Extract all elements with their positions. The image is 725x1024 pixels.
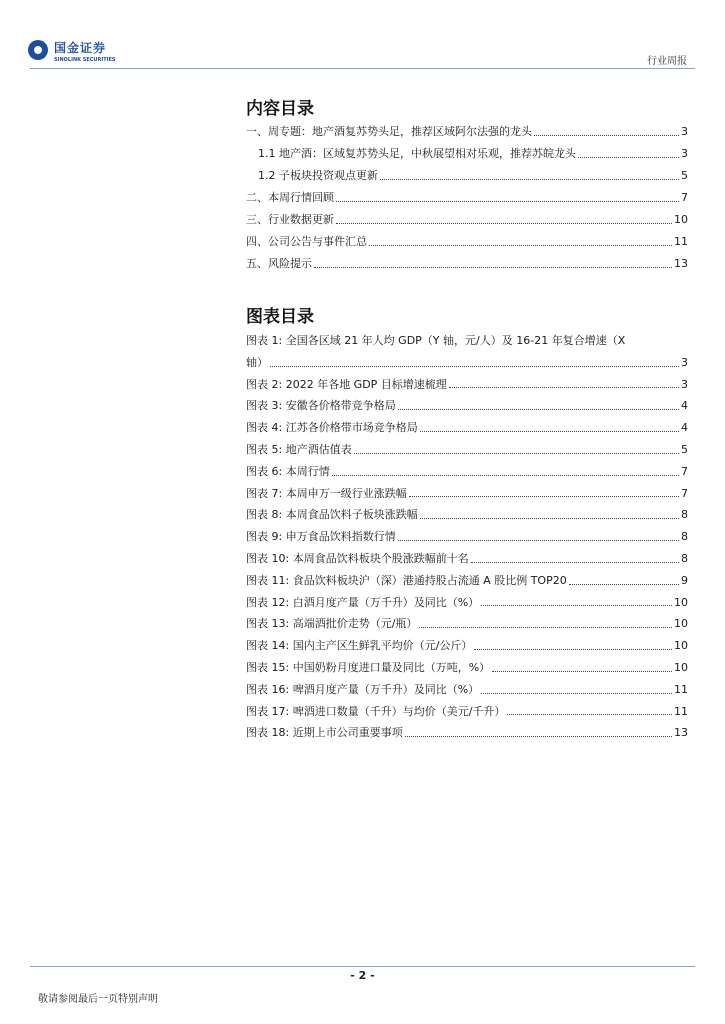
leader-dots xyxy=(380,179,679,180)
toc-entry[interactable] xyxy=(246,187,688,209)
toc-entry-label: 二、本周行情回顾 xyxy=(246,191,334,204)
leader-dots xyxy=(481,693,672,694)
figure-entry-label: 图表 15: 中国奶粉月度进口量及同比（万吨，%） xyxy=(246,660,491,674)
figure-entry-page: 8 xyxy=(681,508,688,522)
leader-dots xyxy=(569,584,679,585)
toc-entry-page: 3 xyxy=(681,125,688,138)
company-logo xyxy=(28,40,138,70)
toc-entry-label: 五、风险提示 xyxy=(246,257,312,270)
toc-entry-label: 1.1 地产酒：区域复苏势头足，中秋展望相对乐观，推荐苏皖龙头 xyxy=(258,147,576,160)
figure-entry-page: 10 xyxy=(674,660,688,674)
toc-entry-page: 5 xyxy=(681,169,688,182)
figure-entry-page: 13 xyxy=(674,726,688,740)
figure-entry[interactable] xyxy=(246,439,688,461)
figure-entry[interactable] xyxy=(246,483,688,505)
toc-entry[interactable] xyxy=(246,253,688,275)
figure-entry-label: 图表 12: 白酒月度产量（万千升）及同比（%） xyxy=(246,595,480,609)
toc-entry-page: 10 xyxy=(674,213,688,226)
page-header xyxy=(0,0,725,70)
leader-dots xyxy=(270,366,679,367)
figure-entry-label: 图表 1: 全国各区域 21 年人均 GDP（Y 轴，元/人）及 16-21 年复合增速（X xyxy=(246,334,626,347)
toc-entry-label: 一、周专题：地产酒复苏势头足，推荐区域阿尔法强的龙头 xyxy=(246,125,532,138)
figure-entry-page: 3 xyxy=(681,355,688,369)
figure-entry-page: 4 xyxy=(681,421,688,435)
toc-entry-label: 三、行业数据更新 xyxy=(246,213,334,226)
figure-entry-page: 3 xyxy=(681,377,688,391)
figure-entry-page: 8 xyxy=(681,530,688,544)
disclaimer-text: 敬请参阅最后一页特别声明 xyxy=(38,994,158,1005)
figure-entry-label: 图表 13: 高端酒批价走势（元/瓶） xyxy=(246,617,418,631)
figure-entry-page: 11 xyxy=(674,704,688,718)
figure-entry[interactable] xyxy=(246,613,688,635)
leader-dots xyxy=(409,496,679,497)
toc-entry-label: 四、公司公告与事件汇总 xyxy=(246,235,367,248)
figure-entry-label: 图表 6: 本周行情 xyxy=(246,464,330,478)
figure-entry-page: 10 xyxy=(674,617,688,631)
leader-dots xyxy=(336,223,672,224)
logo-en-text: SINOLINK SECURITIES xyxy=(54,57,116,63)
leader-dots xyxy=(336,201,679,202)
footer-divider xyxy=(30,966,695,967)
toc-entry[interactable] xyxy=(246,143,688,165)
leader-dots xyxy=(398,409,679,410)
figure-entry[interactable] xyxy=(246,330,688,374)
leader-dots xyxy=(481,605,672,606)
figure-entry-label: 图表 3: 安徽各价格带竞争格局 xyxy=(246,399,396,413)
toc-entry-page: 11 xyxy=(674,235,688,248)
figure-entry-label: 图表 7: 本周申万一级行业涨跌幅 xyxy=(246,486,407,500)
figure-entry[interactable] xyxy=(246,679,688,701)
leader-dots xyxy=(492,671,672,672)
figure-entry[interactable] xyxy=(246,461,688,483)
figure-entry-page: 8 xyxy=(681,551,688,565)
figure-entry-page: 7 xyxy=(681,464,688,478)
figures-list xyxy=(246,330,688,744)
toc-entry[interactable] xyxy=(246,121,688,143)
figure-entry-label: 图表 5: 地产酒估值表 xyxy=(246,442,352,456)
figure-entry-page: 11 xyxy=(674,682,688,696)
logo-icon xyxy=(28,40,48,60)
figure-entry-label: 图表 17: 啤酒进口数量（千升）与均价（美元/千升） xyxy=(246,704,506,718)
toc-entry-page: 13 xyxy=(674,257,688,270)
figure-entry[interactable] xyxy=(246,657,688,679)
leader-dots xyxy=(420,518,679,519)
toc-entry-label: 1.2 子板块投资观点更新 xyxy=(258,169,378,182)
figure-entry[interactable] xyxy=(246,374,688,396)
figure-entry-label: 图表 8: 本周食品饮料子板块涨跌幅 xyxy=(246,508,418,522)
toc-entry[interactable] xyxy=(246,165,688,187)
leader-dots xyxy=(471,562,679,563)
figure-entry-page: 7 xyxy=(681,486,688,500)
toc-list xyxy=(246,121,688,275)
figure-entry-label: 图表 4: 江苏各价格带市场竞争格局 xyxy=(246,421,418,435)
toc-entry[interactable] xyxy=(246,231,688,253)
logo-cn-text: 国金证券 xyxy=(54,41,107,55)
leader-dots xyxy=(419,627,672,628)
figure-entry-label: 图表 9: 申万食品饮料指数行情 xyxy=(246,530,396,544)
figure-entry-label: 图表 14: 国内主产区生鲜乳平均价（元/公斤） xyxy=(246,639,473,653)
figure-entry-label: 图表 2: 2022 年各地 GDP 目标增速梳理 xyxy=(246,377,447,391)
figure-entry-page: 9 xyxy=(681,573,688,587)
toc-entry-page: 3 xyxy=(681,147,688,160)
leader-dots xyxy=(578,157,679,158)
toc-title: 内容目录 xyxy=(246,99,314,119)
leader-dots xyxy=(354,453,679,454)
figure-entry[interactable] xyxy=(246,504,688,526)
figure-entry[interactable] xyxy=(246,417,688,439)
figure-entry-label: 图表 16: 啤酒月度产量（万千升）及同比（%） xyxy=(246,682,480,696)
figure-entry[interactable] xyxy=(246,592,688,614)
figure-entry-page: 10 xyxy=(674,639,688,653)
leader-dots xyxy=(314,267,672,268)
leader-dots xyxy=(369,245,672,246)
header-divider xyxy=(30,68,695,69)
figure-entry-page: 10 xyxy=(674,595,688,609)
leader-dots xyxy=(420,431,679,432)
figure-entry-page: 4 xyxy=(681,399,688,413)
figure-entry[interactable] xyxy=(246,526,688,548)
toc-entry[interactable] xyxy=(246,209,688,231)
leader-dots xyxy=(398,540,679,541)
figure-entry-label: 图表 11: 食品饮料板块沪（深）港通持股占流通 A 股比例 TOP20 xyxy=(246,573,567,587)
leader-dots xyxy=(534,135,679,136)
leader-dots xyxy=(332,475,679,476)
leader-dots xyxy=(449,387,679,388)
leader-dots xyxy=(507,714,672,715)
figure-entry[interactable] xyxy=(246,570,688,592)
figure-entry[interactable] xyxy=(246,701,688,723)
figures-title: 图表目录 xyxy=(246,307,314,327)
figure-entry-label: 图表 18: 近期上市公司重要事项 xyxy=(246,726,403,740)
page-number: - 2 - xyxy=(350,969,375,982)
figure-entry[interactable] xyxy=(246,635,688,657)
leader-dots xyxy=(474,649,672,650)
leader-dots xyxy=(405,736,672,737)
figure-entry-page: 5 xyxy=(681,442,688,456)
figure-entry[interactable] xyxy=(246,395,688,417)
figure-entry-label-cont: 轴） xyxy=(246,355,268,369)
toc-entry-page: 7 xyxy=(681,191,688,204)
document-type: 行业周报 xyxy=(647,56,687,67)
figure-entry-label: 图表 10: 本周食品饮料板块个股涨跌幅前十名 xyxy=(246,551,469,565)
figure-entry[interactable] xyxy=(246,722,688,744)
figure-entry[interactable] xyxy=(246,548,688,570)
